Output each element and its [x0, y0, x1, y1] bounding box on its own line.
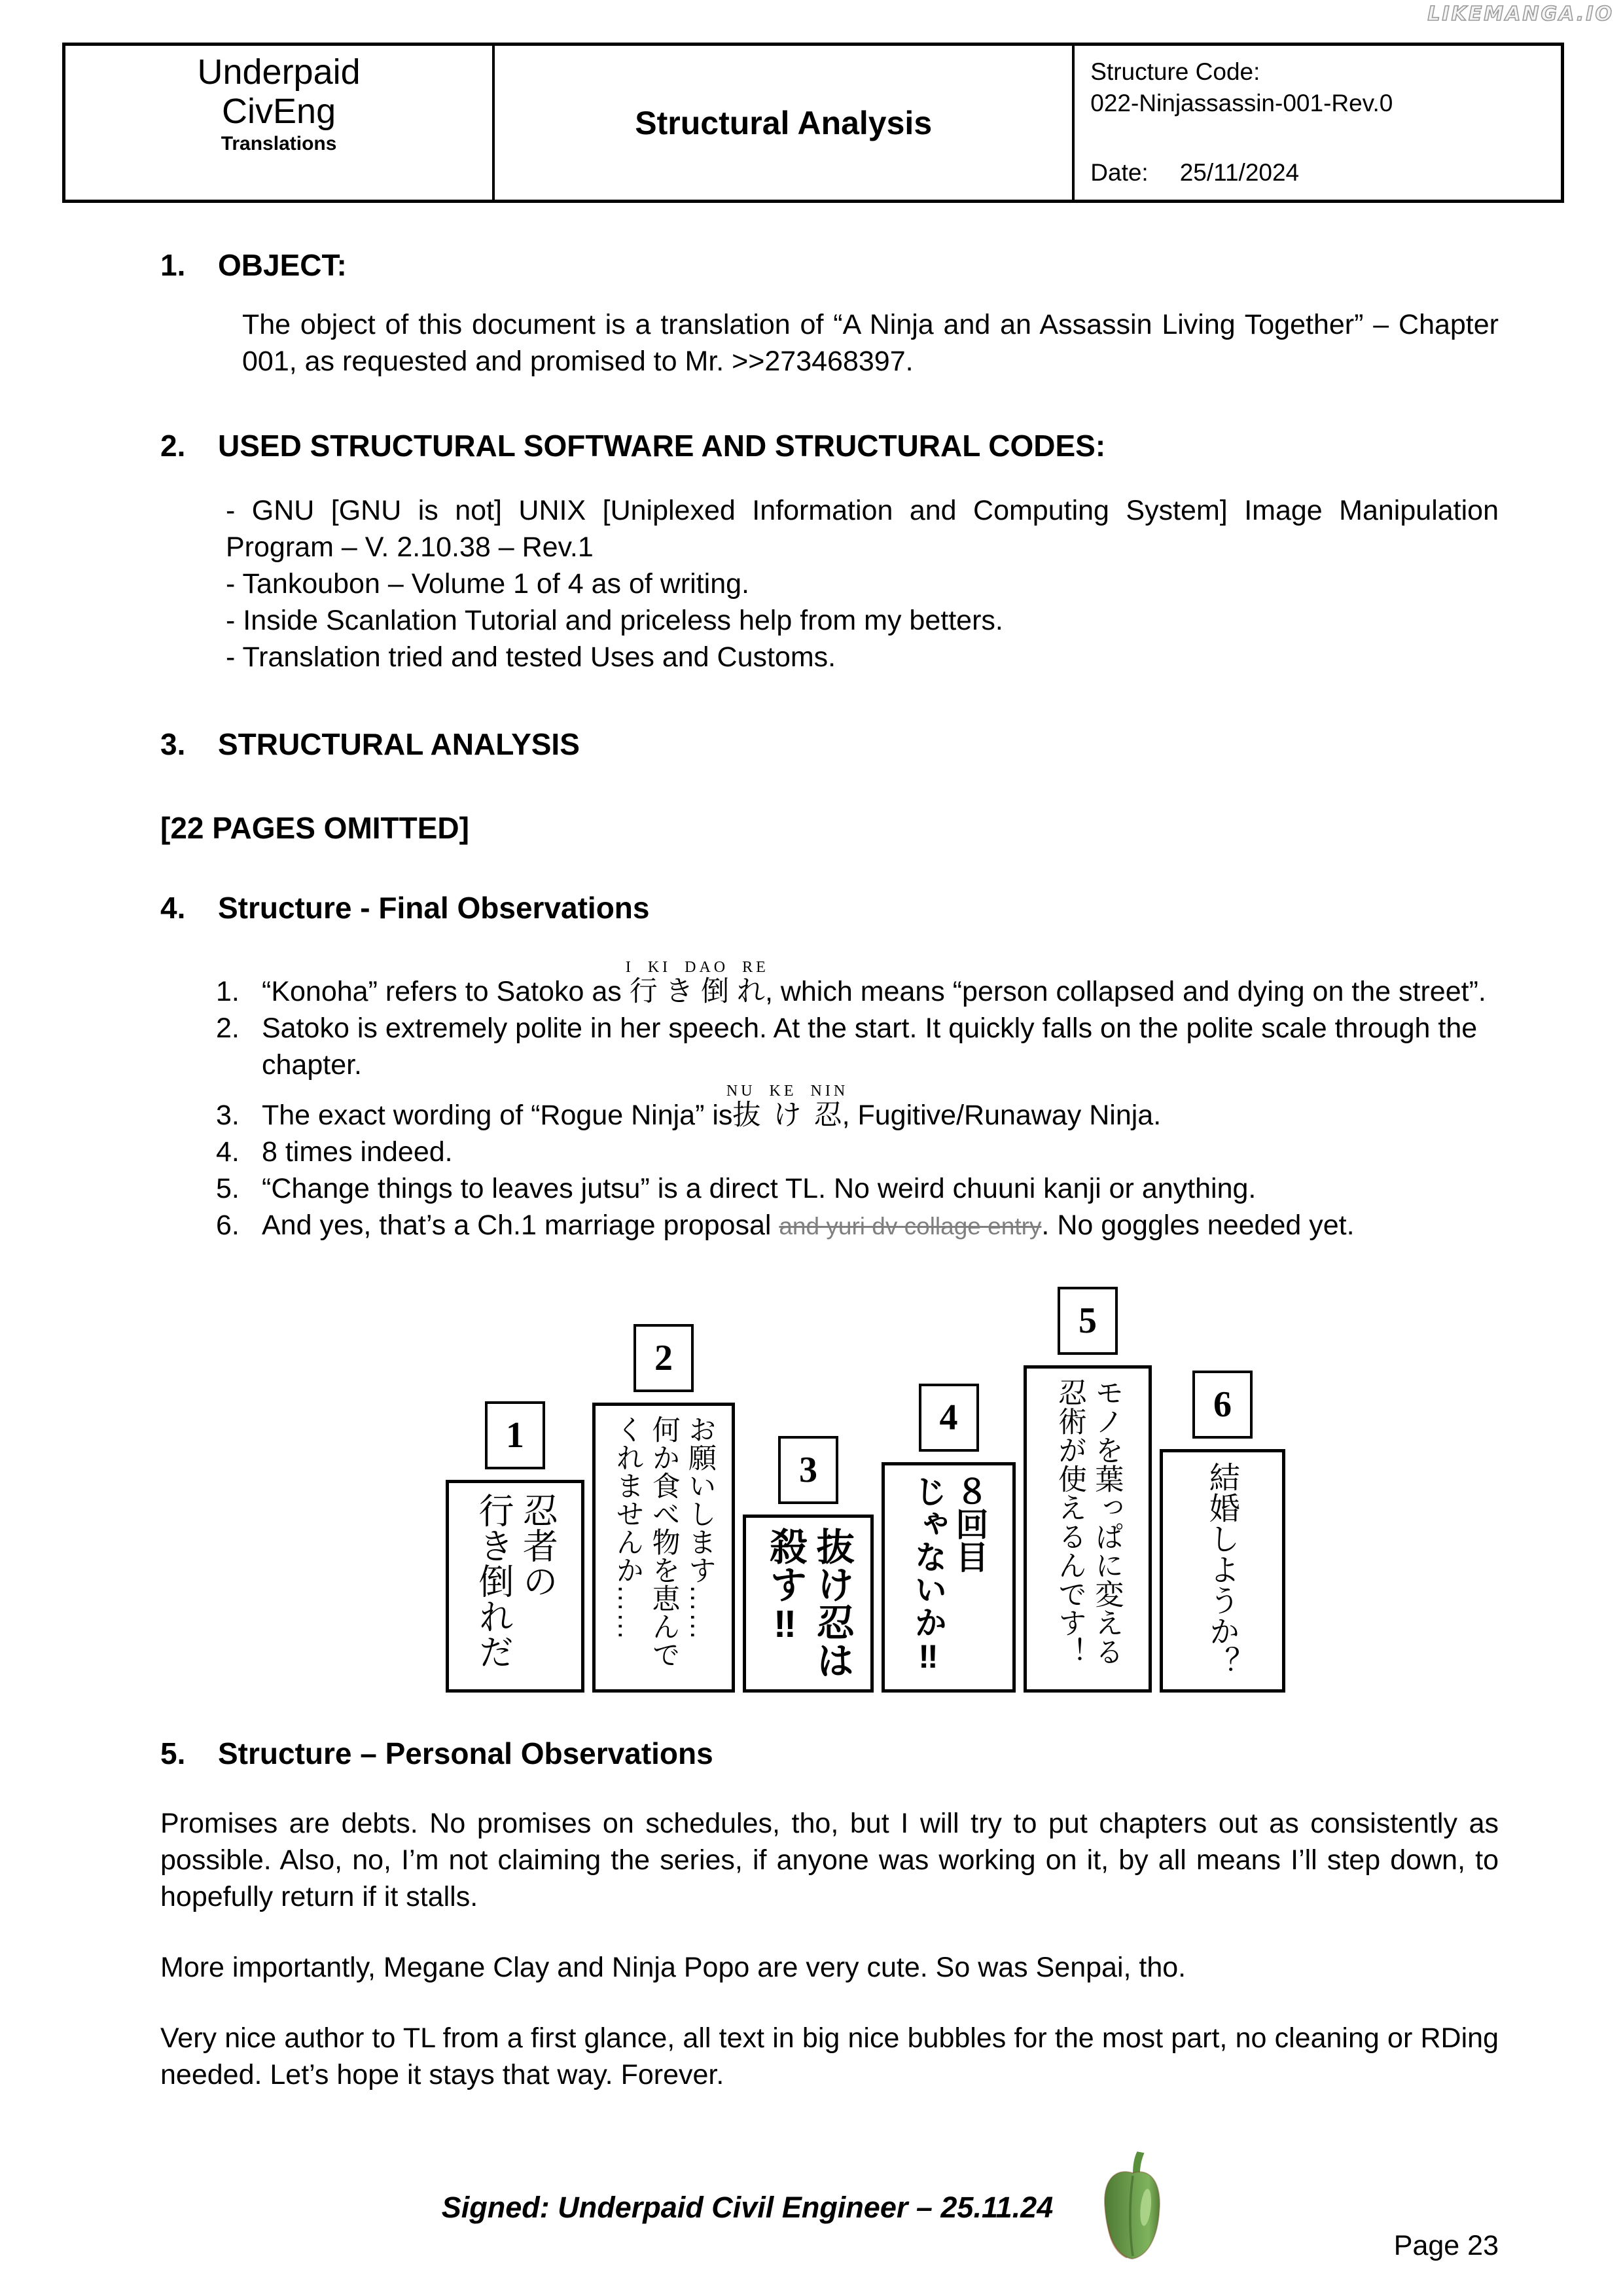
software-list-item: - Translation tried and tested Uses and Customs.: [226, 641, 836, 673]
vertical-text-column: モノを葉っぱに変える: [1090, 1378, 1123, 1666]
item-text-pre: The exact wording of “Rogue Ninja” is: [262, 1100, 733, 1131]
speech-bubble-panel: [882, 1462, 1016, 1693]
item-text-post: . No goggles needed yet.: [1041, 1210, 1355, 1241]
structure-code-value: 022-Ninjassassin-001-Rev.0: [1090, 90, 1393, 117]
furigana-ruby: [625, 959, 769, 1007]
item-number: 5.: [216, 1173, 240, 1204]
section-title: USED STRUCTURAL SOFTWARE AND STRUCTURAL CODES:: [218, 429, 1106, 463]
item-text: [262, 1210, 1355, 1241]
section-number: 4.: [160, 891, 186, 925]
section-number: 1.: [160, 248, 186, 282]
speech-bubble-panel: [1024, 1365, 1152, 1693]
observation-item: [216, 960, 1499, 1010]
kanji-base: 行き倒れ: [625, 976, 769, 1007]
vertical-text-column: お願いします……: [684, 1415, 716, 1640]
org-cell: [65, 46, 492, 200]
section-number: 2.: [160, 429, 186, 463]
section-1-heading: [160, 247, 1499, 283]
speech-bubble-panel: [592, 1403, 735, 1693]
title-block: [62, 43, 1564, 203]
item-text-pre: And yes, that’s a Ch.1 marriage proposal: [262, 1210, 779, 1241]
section-title: OBJECT:: [218, 248, 347, 282]
panel-number-label: 2: [633, 1324, 694, 1392]
item-number: 4.: [216, 1136, 240, 1168]
org-name-line1: Underpaid: [197, 52, 361, 92]
panel-number-label: 3: [778, 1436, 838, 1504]
figure-panel-group: [592, 1324, 735, 1693]
section-title: Structure – Personal Observations: [218, 1736, 713, 1770]
pages-omitted-note: [22 PAGES OMITTED]: [160, 811, 469, 845]
item-text: Satoko is extremely polite in her speech. At the start. It quickly falls on the polite scale through the chapter.: [262, 1013, 1478, 1081]
date-label: Date:: [1090, 159, 1149, 186]
signature-line: Signed: Underpaid Civil Engineer – 25.11.24: [441, 2190, 1054, 2224]
green-pepper-icon: [1084, 2150, 1181, 2265]
item-number: 2.: [216, 1013, 240, 1044]
software-list-item: - Inside Scanlation Tutorial and priceless help from my betters.: [226, 605, 1003, 636]
vertical-text-column: 忍者の: [518, 1492, 558, 1598]
meta-cell: [1072, 46, 1561, 200]
figure-panels: [196, 1287, 1535, 1693]
furigana-text: NU KE NIN: [726, 1083, 849, 1100]
figure-panel-group: [882, 1384, 1016, 1693]
vertical-text-column: 結婚しようか？: [1205, 1462, 1240, 1677]
org-name-sub: Translations: [221, 133, 337, 154]
furigana-ruby: [726, 1083, 849, 1131]
item-text: “Change things to leaves jutsu” is a direct TL. No weird chuuni kanji or anything.: [262, 1173, 1257, 1204]
item-number: 1.: [216, 976, 240, 1007]
software-list: [226, 492, 1499, 675]
document-title: Structural Analysis: [635, 104, 933, 141]
document-title-cell: [492, 46, 1072, 200]
panel-number-label: 6: [1192, 1371, 1253, 1439]
section-number: 5.: [160, 1736, 186, 1770]
figure-panel-group: [446, 1401, 584, 1693]
final-observations-list: [216, 960, 1499, 1245]
kanji-base: 抜け忍: [726, 1100, 849, 1131]
speech-bubble-panel: [743, 1515, 874, 1693]
personal-observations-paragraph-2: More importantly, Megane Clay and Ninja Popo are very cute. So was Senpai, tho.: [160, 1952, 1186, 1983]
item-text: [262, 959, 1486, 1007]
section-number: 3.: [160, 727, 186, 761]
item-number: 3.: [216, 1100, 240, 1131]
section-title: STRUCTURAL ANALYSIS: [218, 727, 580, 761]
personal-observations-paragraph-1: Promises are debts. No promises on schedules, tho, but I will try to put chapters out as consistently as possible. Also, no, I’m not claiming the series, if anyone was working on it, by all means I’ll step down, to hopefully return if it stalls.: [160, 1808, 1499, 1912]
vertical-text-column: 何か食べ物を恵んで: [648, 1415, 680, 1668]
panel-number-label: 5: [1058, 1287, 1118, 1355]
observation-item: [216, 1170, 1499, 1207]
figure-panel-group: [743, 1436, 874, 1693]
vertical-text-column: じゃないか‼: [910, 1475, 947, 1675]
software-list-item: - GNU [GNU is not] UNIX [Uniplexed Information and Computing System] Image Manipulation Program – V. 2.10.38 – Rev.1: [226, 495, 1499, 563]
vertical-text-column: くれませんか……: [612, 1415, 644, 1640]
vertical-text-column: 殺す‼: [764, 1527, 806, 1645]
observation-item: [216, 1083, 1499, 1134]
structure-code-label: Structure Code:: [1090, 58, 1260, 85]
section-3-heading: [160, 726, 1499, 762]
observation-item: [216, 1010, 1499, 1083]
vertical-text-column: ８回目: [951, 1475, 988, 1573]
item-text-post: , Fugitive/Runaway Ninja.: [842, 1100, 1162, 1131]
item-text-post: , which means “person collapsed and dying on the street”.: [764, 976, 1486, 1007]
speech-bubble-panel: [1160, 1449, 1285, 1693]
item-text: [262, 1083, 1162, 1131]
page-number: Page 23: [1393, 2230, 1499, 2261]
item-text-pre: “Konoha” refers to Satoko as: [262, 976, 630, 1007]
item-text: 8 times indeed.: [262, 1136, 453, 1168]
figure-panel-group: [1024, 1287, 1152, 1693]
object-paragraph: The object of this document is a translation of “A Ninja and an Assassin Living Together” – Chapter 001, as requested and promised to Mr. >>273468397.: [242, 309, 1499, 377]
struck-text: and yuri dv collage entry: [779, 1213, 1042, 1240]
vertical-text-column: 抜け忍は: [810, 1527, 853, 1679]
figure-panel-group: [1160, 1371, 1285, 1693]
section-2-heading: [160, 428, 1499, 463]
item-number: 6.: [216, 1210, 240, 1241]
observation-item: [216, 1134, 1499, 1170]
vertical-text-column: 行き倒れだ: [474, 1492, 513, 1669]
document-body: [160, 247, 1499, 2093]
software-list-item: - Tankoubon – Volume 1 of 4 as of writing.: [226, 568, 749, 600]
org-name-line2: CivEng: [222, 92, 336, 131]
section-5-heading: [160, 1736, 1499, 1771]
section-title: Structure - Final Observations: [218, 891, 650, 925]
date-row: [1090, 157, 1545, 188]
panel-number-label: 1: [485, 1401, 545, 1469]
speech-bubble-panel: [446, 1480, 584, 1693]
observation-item: [216, 1207, 1499, 1245]
panel-number-label: 4: [919, 1384, 979, 1452]
vertical-text-column: 忍術が使えるんです！: [1054, 1378, 1086, 1666]
footer: [0, 2150, 1623, 2265]
personal-observations-paragraph-3: Very nice author to TL from a first glance, all text in big nice bubbles for the most part, no cleaning or RDing needed. Let’s hope it stays that way. Forever.: [160, 2022, 1499, 2090]
date-value: 25/11/2024: [1179, 159, 1300, 186]
section-4-heading: [160, 890, 1499, 925]
site-watermark: LIKEMANGA.IO: [1427, 3, 1614, 26]
furigana-text: I KI DAO RE: [625, 959, 769, 976]
